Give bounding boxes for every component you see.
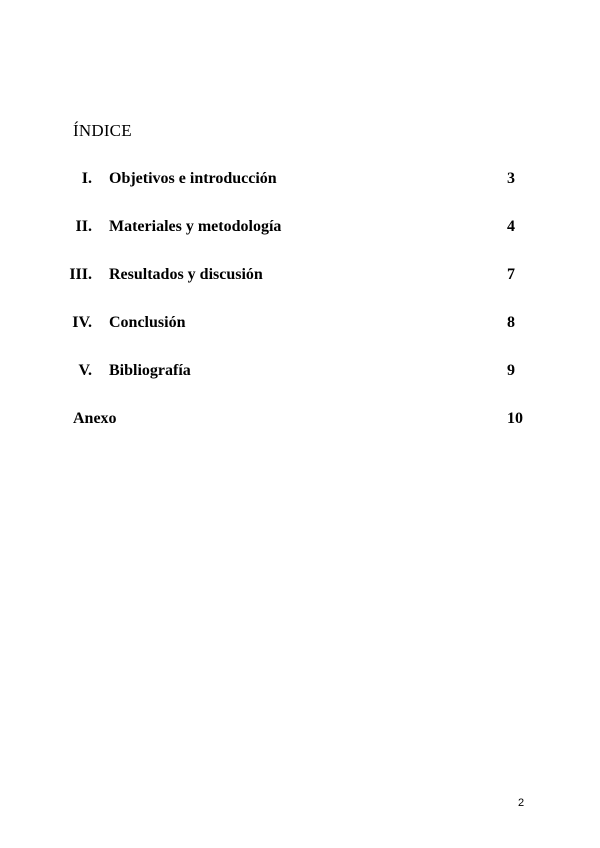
toc-page-number: 8 <box>507 314 515 331</box>
toc-entry-bibliografia[interactable] <box>0 362 600 386</box>
toc-entry-objetivos[interactable] <box>0 170 600 194</box>
toc-entry-materiales[interactable] <box>0 218 600 242</box>
toc-label: Anexo <box>73 410 117 427</box>
toc-entry-conclusion[interactable] <box>0 314 600 338</box>
toc-page-number: 9 <box>507 362 515 379</box>
toc-numeral: III. <box>69 266 92 283</box>
toc-numeral: II. <box>75 218 92 235</box>
toc-page-number: 7 <box>507 266 515 283</box>
toc-entry-anexo[interactable] <box>0 410 600 434</box>
toc-label: Conclusión <box>109 314 186 331</box>
toc-numeral: V. <box>78 362 92 379</box>
toc-label: Resultados y discusión <box>109 266 263 283</box>
page-number: 2 <box>518 797 525 809</box>
toc-page-number: 10 <box>507 410 523 427</box>
toc-entry-resultados[interactable] <box>0 266 600 290</box>
toc-label: Bibliografía <box>109 362 191 379</box>
index-title: ÍNDICE <box>73 121 132 140</box>
toc-numeral: I. <box>81 170 92 187</box>
toc-label: Materiales y metodología <box>109 218 282 235</box>
toc-label: Objetivos e introducción <box>109 170 277 187</box>
toc-numeral: IV. <box>72 314 92 331</box>
toc-page-number: 3 <box>507 170 515 187</box>
toc-page-number: 4 <box>507 218 515 235</box>
